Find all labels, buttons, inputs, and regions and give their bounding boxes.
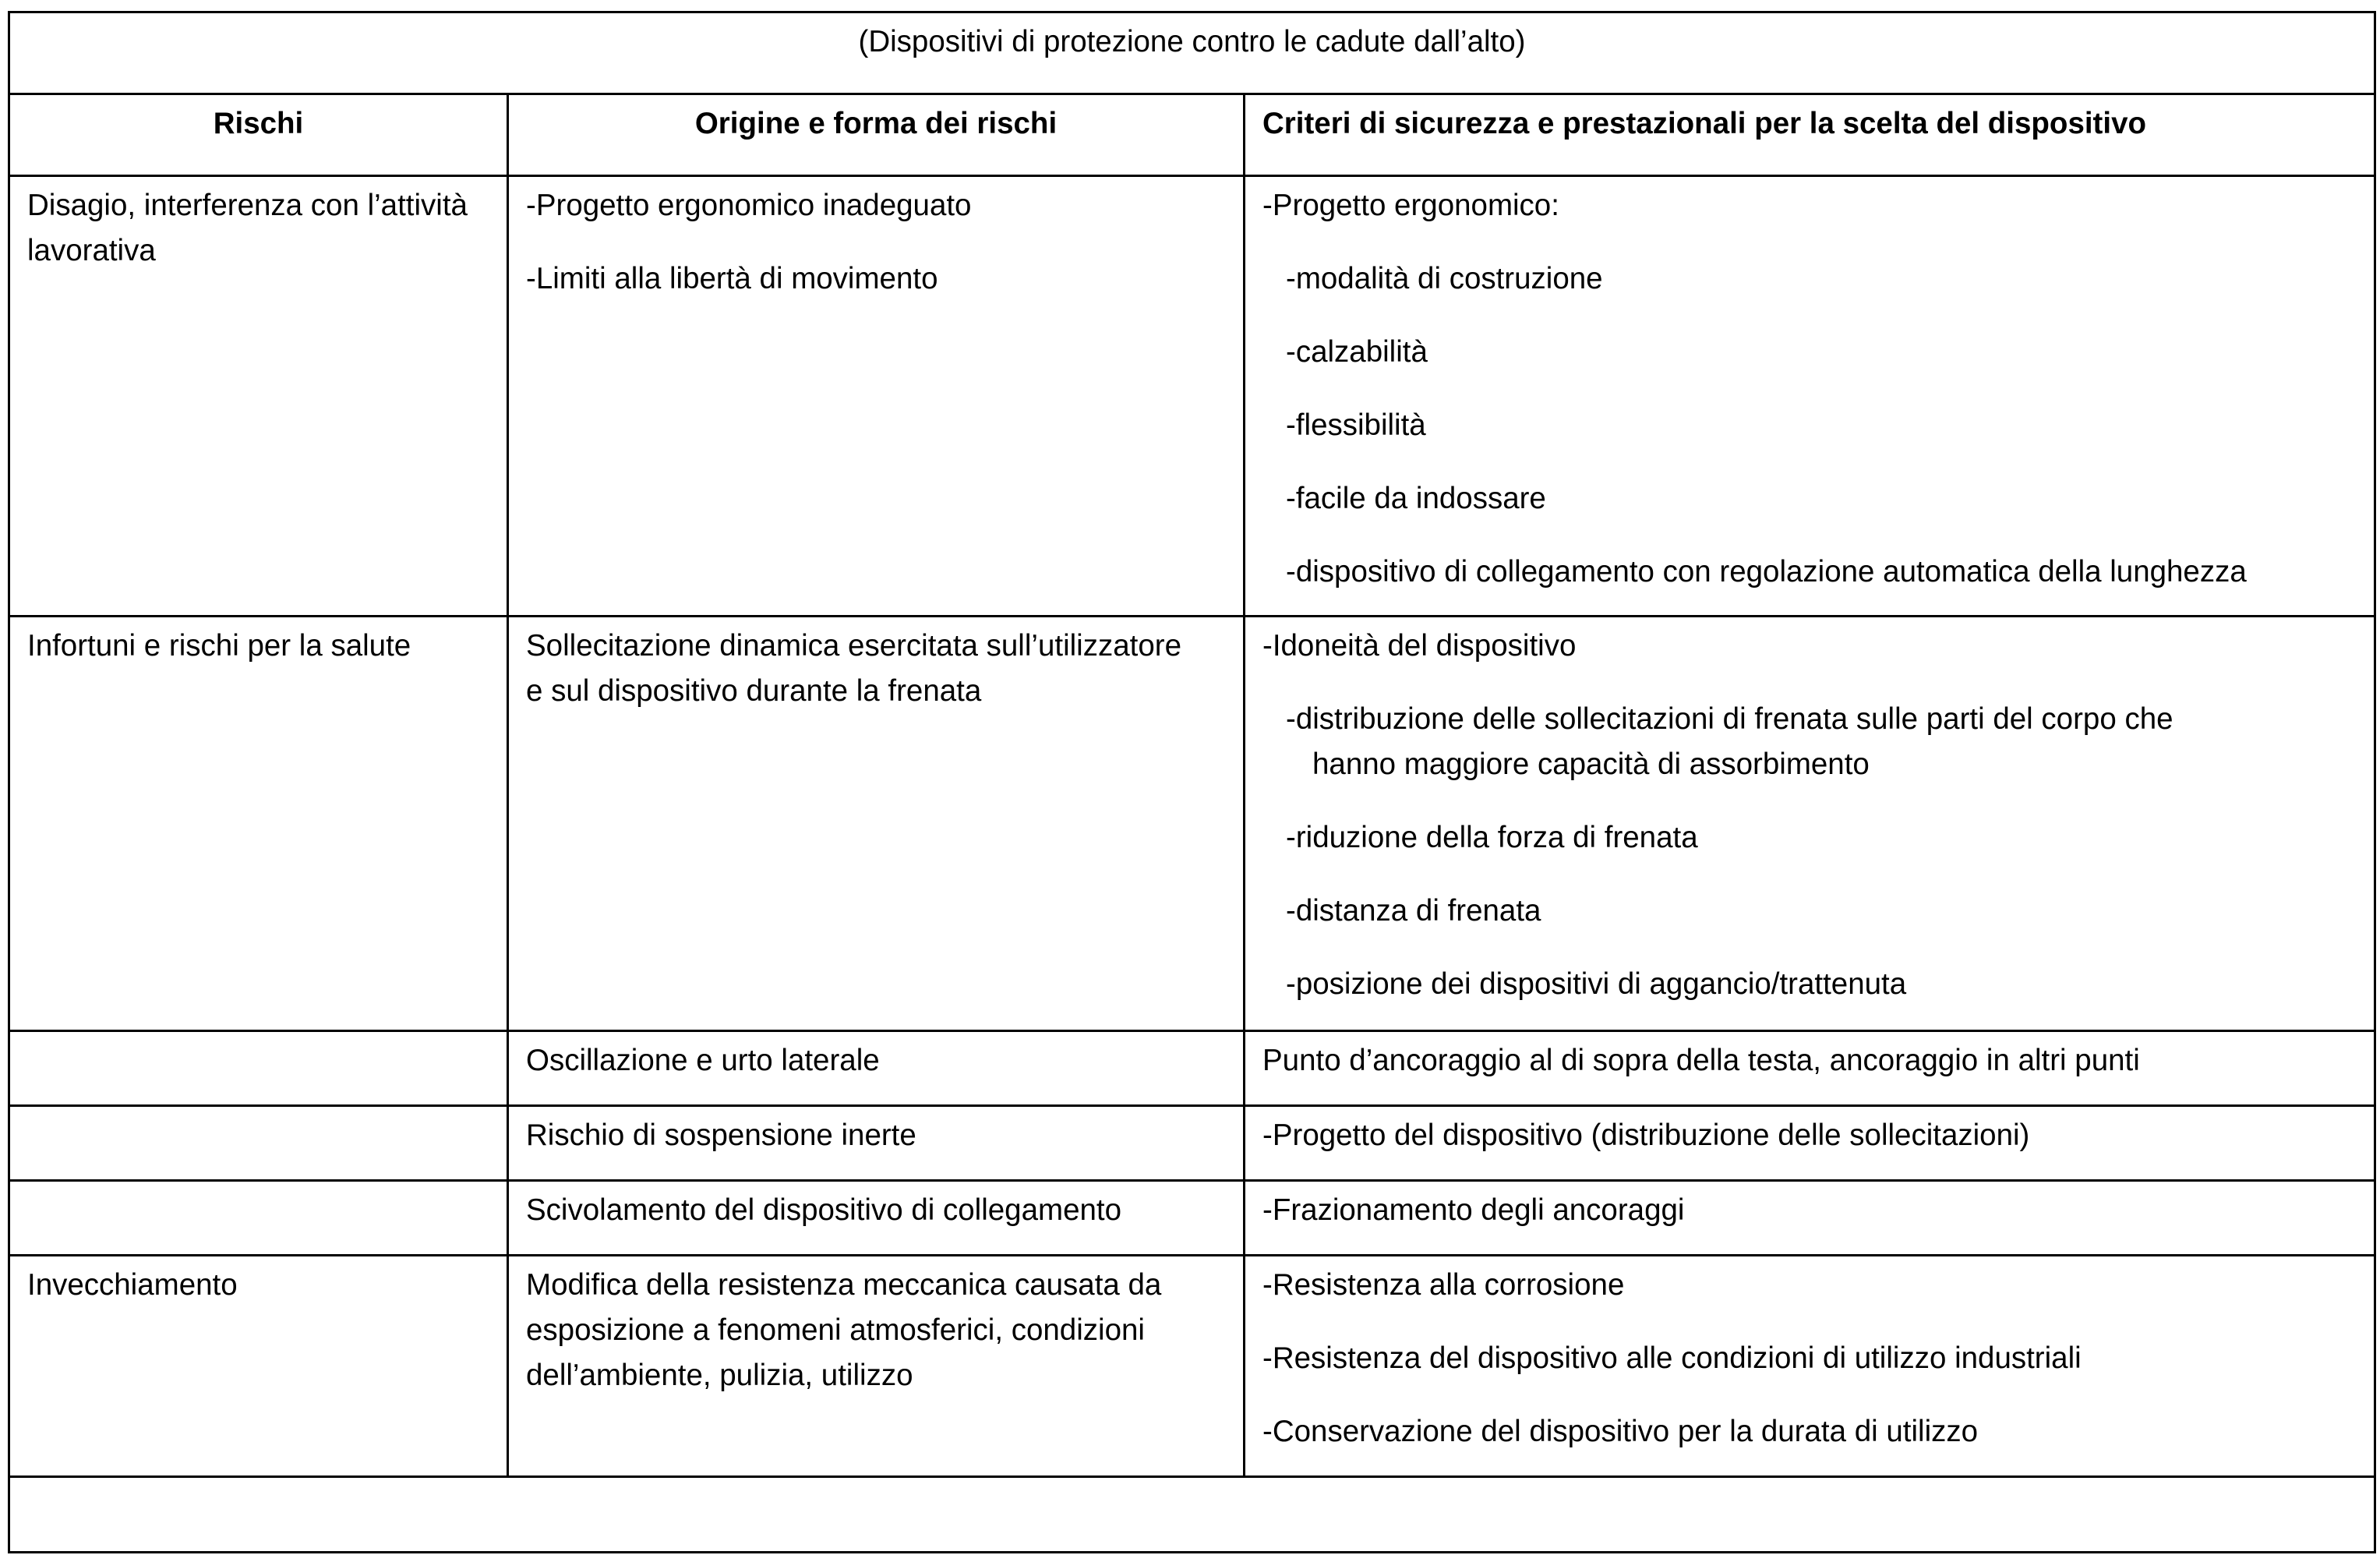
risk-text: Infortuni e rischi per la salute <box>27 629 411 663</box>
origin-cell: Scivolamento del dispositivo di collegamento <box>508 1181 1245 1256</box>
criteria-sub: -modalità di costruzione <box>1286 262 1603 295</box>
origin-cell <box>508 176 1245 617</box>
criteria-cell <box>1245 176 2375 617</box>
criteria-sub-continued: hanno maggiore capacità di assorbimento <box>1312 747 1870 781</box>
criteria-sub-text: -distribuzione delle sollecitazioni di frenata sulle parti del corpo che <box>1286 702 2173 736</box>
origin-cell <box>508 1256 1245 1477</box>
criteria-sub: -posizione dei dispositivi di aggancio/trattenuta <box>1286 967 1907 1001</box>
origin-line: -Progetto ergonomico inadeguato <box>526 189 972 222</box>
risk-cell <box>9 617 508 1031</box>
criteria-cell <box>1245 1256 2375 1477</box>
risk-cell <box>9 1031 508 1106</box>
criteria-cell: -Progetto del dispositivo (distribuzione delle sollecitazioni) <box>1245 1106 2375 1181</box>
origin-line: Sollecitazione dinamica esercitata sull’utilizzatore e sul dispositivo durante la frenata <box>526 629 1181 708</box>
criteria-sub <box>1262 697 2360 787</box>
header-rischi: Rischi <box>9 94 508 176</box>
header-criteri: Criteri di sicurezza e prestazionali per la scelta del dispositivo <box>1245 94 2375 176</box>
risk-text: Disagio, interferenza con l’attività lavorativa <box>27 189 468 267</box>
criteria-sub: -facile da indossare <box>1286 482 1546 515</box>
table-footer-row <box>9 1477 2375 1553</box>
criteria-main: -Progetto ergonomico: <box>1262 189 1559 222</box>
risk-cell <box>9 176 508 617</box>
header-origine: Origine e forma dei rischi <box>508 94 1245 176</box>
criteria-sub: -calzabilità <box>1286 335 1428 369</box>
criteria-cell: Punto d’ancoraggio al di sopra della testa, ancoraggio in altri punti <box>1245 1031 2375 1106</box>
table-title: (Dispositivi di protezione contro le cadute dall’alto) <box>9 12 2375 94</box>
risk-cell <box>9 1106 508 1181</box>
origin-cell: Rischio di sospensione inerte <box>508 1106 1245 1181</box>
origin-line: Modifica della resistenza meccanica causata da esposizione a fenomeni atmosferici, condizioni dell’ambiente, pulizia, utilizzo <box>526 1268 1162 1392</box>
criteria-line: -Resistenza alla corrosione <box>1262 1268 1625 1302</box>
criteria-cell <box>1245 617 2375 1031</box>
table-row <box>9 617 2375 1031</box>
criteria-sub: -distanza di frenata <box>1286 894 1541 928</box>
table-row <box>9 1181 2375 1256</box>
criteria-sub: -riduzione della forza di frenata <box>1286 821 1698 854</box>
table-title-row <box>9 12 2375 94</box>
table-row <box>9 176 2375 617</box>
criteria-cell: -Frazionamento degli ancoraggi <box>1245 1181 2375 1256</box>
criteria-main: -Idoneità del dispositivo <box>1262 629 1577 663</box>
ppe-risk-table <box>8 11 2376 1553</box>
table-row <box>9 1256 2375 1477</box>
criteria-sub: -dispositivo di collegamento con regolazione automatica della lunghezza <box>1286 555 2247 588</box>
header-row <box>9 94 2375 176</box>
table-row <box>9 1106 2375 1181</box>
criteria-line: -Resistenza del dispositivo alle condizioni di utilizzo industriali <box>1262 1341 2082 1375</box>
origin-cell <box>508 617 1245 1031</box>
origin-cell: Oscillazione e urto laterale <box>508 1031 1245 1106</box>
criteria-line: -Conservazione del dispositivo per la durata di utilizzo <box>1262 1415 1979 1448</box>
criteria-sub: -flessibilità <box>1286 408 1426 442</box>
origin-line: -Limiti alla libertà di movimento <box>526 262 938 295</box>
risk-cell: Invecchiamento <box>9 1256 508 1477</box>
risk-cell <box>9 1181 508 1256</box>
empty-footer-cell <box>9 1477 2375 1553</box>
table-row <box>9 1031 2375 1106</box>
